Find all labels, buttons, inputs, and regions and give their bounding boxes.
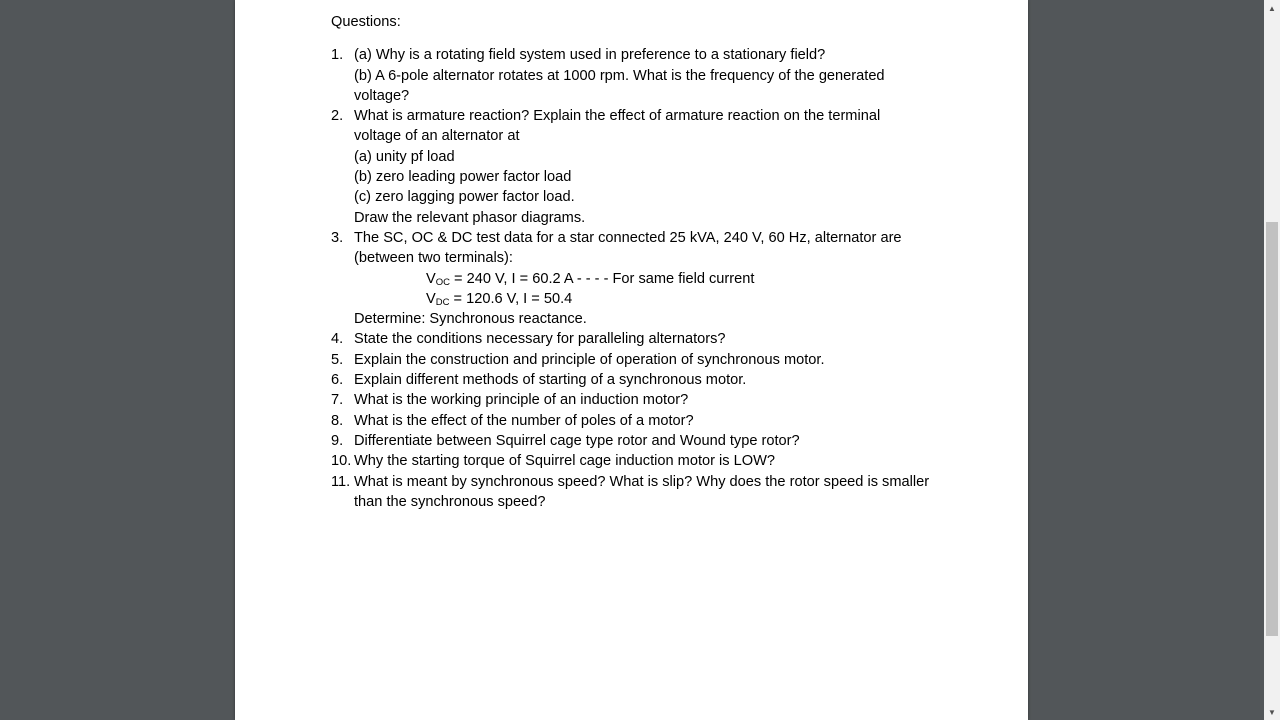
question-5 [331,350,951,370]
question-9 [331,431,951,451]
down-arrow-icon[interactable]: ▼ [1268,707,1276,717]
question-number: 1. [331,47,344,64]
question-3 [331,228,951,329]
question-line: (c) zero lagging power factor load. [354,189,575,206]
question-line: What is the working principle of an induction motor? [354,392,689,409]
formula-subscript: DC [435,296,450,308]
question-number: 6. [331,372,344,389]
question-line: Explain the construction and principle of operation of synchronous motor. [354,351,825,368]
questions-heading: Questions: [331,14,401,30]
question-line: Determine: Synchronous reactance. [354,311,587,328]
question-line: (b) A 6-pole alternator rotates at 1000 rpm. What is the frequency of the generated [354,67,885,84]
question-number: 8. [331,412,344,429]
question-line: The SC, OC & DC test data for a star connected 25 kVA, 240 V, 60 Hz, alternator are [354,229,902,246]
question-8 [331,411,951,431]
question-number: 7. [331,392,344,409]
question-line: (a) unity pf load [354,148,455,165]
question-7 [331,390,951,410]
scroll-thumb[interactable] [1266,222,1278,636]
question-number: 9. [331,432,344,449]
question-11 [331,472,951,513]
document-text [331,12,951,512]
question-number: 11. [331,473,351,490]
question-4 [331,329,951,349]
question-2 [331,106,951,228]
formula-vdc [354,289,951,309]
question-number: 10. [331,453,352,470]
question-line: than the synchronous speed? [354,493,546,510]
question-line: State the conditions necessary for paralleling alternators? [354,331,726,348]
question-number: 4. [331,331,344,348]
question-line: voltage? [354,87,410,104]
formula-text: = 120.6 V, I = 50.4 [449,290,573,307]
formula-symbol: V [426,270,436,287]
question-1 [331,45,951,106]
up-arrow-icon[interactable]: ▲ [1268,3,1276,13]
vertical-scrollbar[interactable] [1264,0,1280,720]
question-line: What is the effect of the number of poles of a motor? [354,412,694,429]
question-line: voltage of an alternator at [354,128,520,145]
question-line: What is meant by synchronous speed? What is slip? Why does the rotor speed is smaller [354,473,930,490]
document-page [235,0,1028,720]
question-number: 5. [331,351,344,368]
formula-voc [354,269,951,289]
question-number: 2. [331,108,344,125]
question-line: (b) zero leading power factor load [354,169,572,186]
question-line: What is armature reaction? Explain the effect of armature reaction on the terminal [354,108,881,125]
question-line: Why the starting torque of Squirrel cage induction motor is LOW? [354,453,775,470]
question-line: Explain different methods of starting of a synchronous motor. [354,372,747,389]
formula-symbol: V [426,290,436,307]
question-10 [331,451,951,471]
question-6 [331,370,951,390]
question-line: Draw the relevant phasor diagrams. [354,209,586,226]
formula-text: = 240 V, I = 60.2 A - - - - For same field current [449,270,755,287]
question-line: (between two terminals): [354,250,513,267]
question-number: 3. [331,229,344,246]
question-line: (a) Why is a rotating field system used in preference to a stationary field? [354,47,826,64]
question-line: Differentiate between Squirrel cage type rotor and Wound type rotor? [354,432,800,449]
formula-subscript: OC [435,276,450,288]
